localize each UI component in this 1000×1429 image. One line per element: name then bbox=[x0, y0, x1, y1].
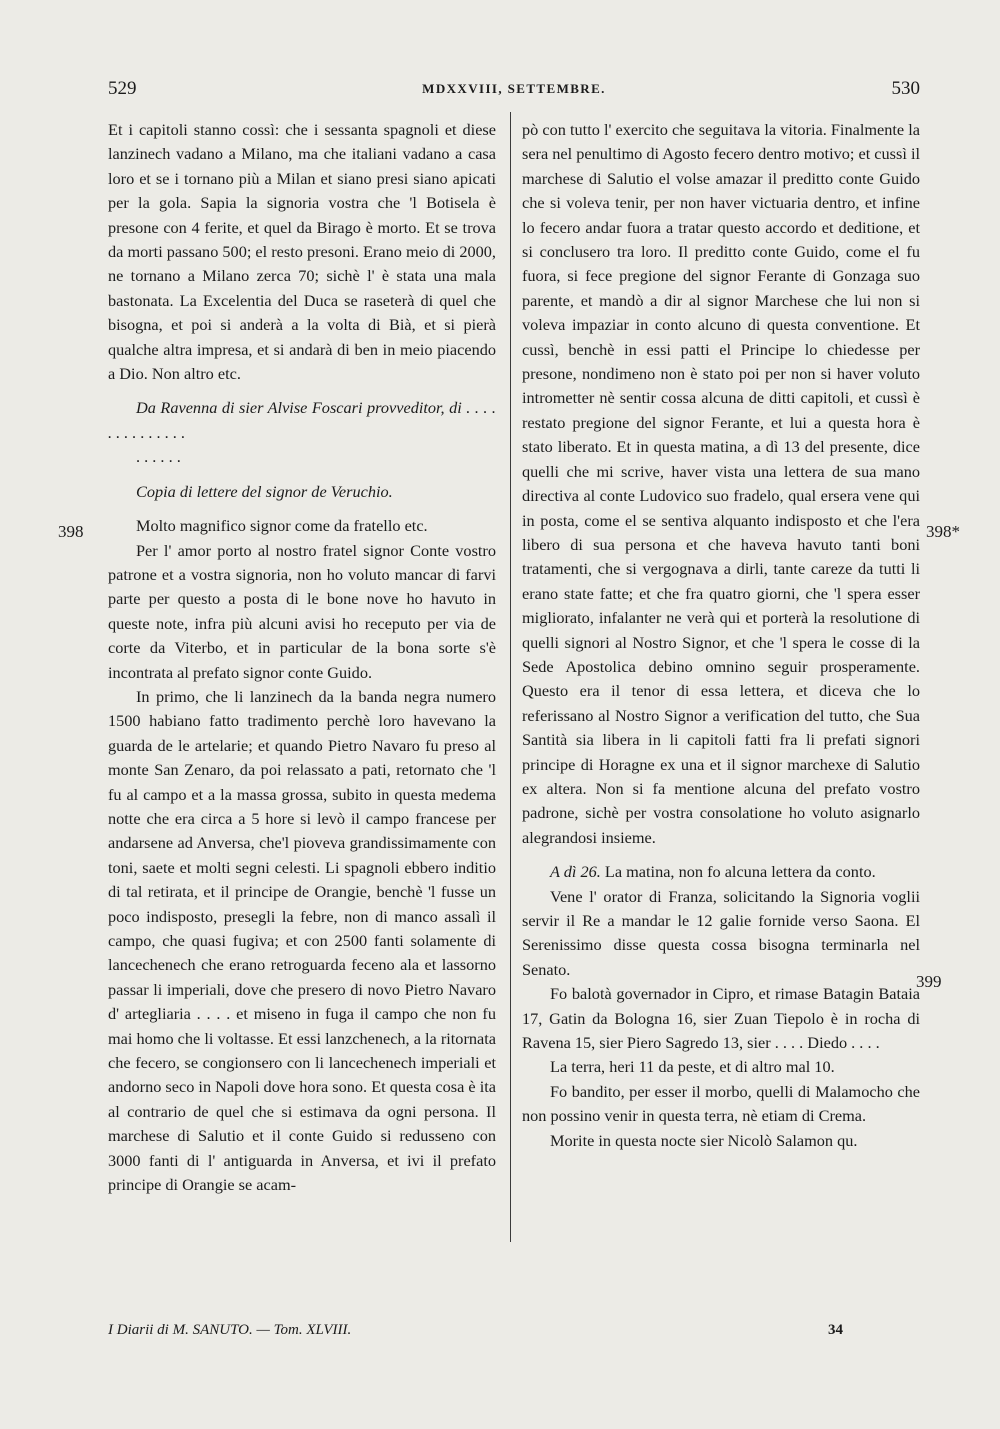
paragraph: La terra, heri 11 da peste, et di altro mal 10. bbox=[550, 1057, 835, 1077]
entry-text: La matina, non fo alcuna lettera da conto. bbox=[604, 862, 876, 882]
paragraph: Vene l' orator di Franza, solicitando la Signoria voglii servir il Re a mandar le 12 galie fornide verso Saona. El Serenissimo disse questa cossa bisogna terminarla nel Senato. bbox=[522, 886, 920, 979]
date-heading: A dì 26. bbox=[550, 862, 601, 882]
page-number-right: 530 bbox=[891, 78, 920, 99]
section-heading-copia: Copia di lettere del signor de Veruchio. bbox=[136, 481, 393, 501]
margin-number-398-star: 398* bbox=[926, 522, 960, 541]
page-number-left: 529 bbox=[108, 78, 137, 99]
paragraph: Per l' amor porto al nostro fratel signor Conte vostro patrone et a vostra signoria, non ho voluto mancar di farvi parte per questo a posta di le bone nove ho havuto in queste note, infra più alcuni avisi ho receputo per via de corte da Viterbo, et in particular de la bona sorte s'è incontrata al prefato signor conte Guido. bbox=[108, 540, 496, 682]
dated-entry bbox=[522, 860, 920, 884]
left-column bbox=[108, 118, 496, 1197]
paragraph: In primo, che li lanzinech da la banda negra numero 1500 habiano fatto tradimento perchè loro havevano la guarda de le artelarie; et quando Pietro Navaro fu preso al monte San Zenaro, da poi relassato a pati, retornato che 'l fu al campo et a la massa grossa, subito in questa medema notte che era circa a 5 hore si levò il campo francese per andarsene ad Anversa, che'l pioveva grandissimamente con toni, saete et molti segni celesti. Li spagnoli ebbero inditio di tal retirata, et il principe de Orangie, benchè 'l fusse un poco indisposto, presegli la febre, non di manco assalì il campo, che quasi fugiva; et con 2500 fanti solamente di lancechenech che erano retroguarda feceno ala et lassorno passar li imperiali, dove che presero di novo Pietro Navaro d' artegliaria . . . . et miseno in fuga il campo che non fu mai homo che li voltasse. Et essi lanzchenech, a la ritornata che fecero, se congionsero con li lancechenech imperiali et andorno seco in Napoli dove hora sono. Et questa cosa è ita al contrario de quel che si estimava da ogni persona. Il marchese di Salutio et il conte Guido si redusseno con 3000 fanti di l' antiguarda in Anversa, et ivi il prefato principe di Orangie se acam- bbox=[108, 686, 496, 1195]
ellipsis-line: . . . . . . bbox=[136, 447, 181, 467]
running-title: MDXXVIII, SETTEMBRE. bbox=[422, 81, 606, 96]
paragraph: pò con tutto l' exercito che seguitava la vitoria. Finalmente la sera nel penultimo di Agosto fecero dentro motivo; et cussì il marchese di Salutio el volse amazar il preditto conte Guido che si voleva tenir, per non haver victuaria dentro, et infine lo fecero andar fuora a tratar questo accordo et deditione, et si conclusero tra loro. Il preditto conte Guido, come el fu fuora, si fece pregione del signor Ferante di Gonzaga suo parente, et mandò a dir al signor Marchese che lui non si voleva impaziar in conto alcuno di questa conventione. Et cussì, benchè in essi patti el Principe lo chiedesse per presone, nondimeno non è stato poi per non si haver voluto intrometter nè sentir cossa alcuna de ditti capitoli, et cussì è restato pregione del signor Ferante, et lui a questa hora è stato liberato. Et in questa matina, a dì 13 del presente, dice quelli che mi scrive, haver vista una lettera de sua mano directiva al conte Ludovico suo fradelo, qual ersera vene qui in posta, come el se sentiva alquanto indisposto et che l'era libero di sua persona et che haveva havuto tanti boni tratamenti, che si vergognava a dirli, tante careze da tutti li erano state fatte; et che fra quatro giorni, che 'l spera esser migliorato, infalanter ne verà qui et porterà la resolutione di quelli signori al Nostro Signor, et che 'l spera le cosse di la Sede Apostolica debino omnino seguir prosperamente. Questo era il tenor di essa lettera, et diceva che lo referissano al Nostro Signor a verification del tutto, che Sua Santità sia libera in li capitoli fatti fra li prefati signori principe di Horagne ex una et il signor marchexe di Salutio ex altera. Non si fa mentione alcuna del prefato vostro padrone, sichè per vostra consolatione ho voluto asignarlo alegrandosi insieme. bbox=[522, 120, 920, 847]
footer-citation: I Diarii di M. SANUTO. — Tom. XLVIII. bbox=[108, 1322, 352, 1338]
paragraph: Morite in questa nocte sier Nicolò Salamon qu. bbox=[550, 1130, 858, 1150]
right-column bbox=[522, 118, 920, 1153]
salutation: Molto magnifico signor come da fratello etc. bbox=[136, 516, 428, 536]
section-heading-ravenna: Da Ravenna di sier Alvise Foscari provveditor, di . . . . . . . . . . . . . . bbox=[108, 398, 496, 442]
paragraph: Et i capitoli stanno cossì: che i sessanta spagnoli et diese lanzinech vadano a Milano, ma che italiani vadano a casa loro et se i tornano più a Milan et siano presi siano apicati per la gola. Sapia la signoria vostra che 'l Botisela è presone con 4 ferite, et quel da Birago è morto. Et se trova da morti passano 500; el resto presoni. Erano meio di 2000, ne tornano a Milano zerca 70; sichè l' è stata una mala bastonata. La Excelentia del Duca se raseterà di quel che bisogna, et poi si anderà a la volta di Bià, et si pierà qualche altra impresa, et si andarà di ben in meio piacendo a Dio. Non altro etc. bbox=[108, 120, 496, 384]
column-divider bbox=[510, 112, 511, 1242]
signature-number: 34 bbox=[828, 1322, 843, 1338]
paragraph: Fo balotà governador in Cipro, et rimase Batagin Bataia 17, Gatin da Bologna 16, sier Zuan Tiepolo è in rocha di Ravena 15, sier Piero Sagredo 13, sier . . . . Diedo . . . . bbox=[522, 984, 920, 1053]
margin-number-399: 399 bbox=[916, 972, 942, 991]
margin-number-398: 398 bbox=[58, 522, 84, 541]
paragraph: Fo bandito, per esser il morbo, quelli di Malamocho che non possino venir in questa terra, nè etiam di Crema. bbox=[522, 1081, 920, 1126]
page-header bbox=[108, 78, 920, 102]
